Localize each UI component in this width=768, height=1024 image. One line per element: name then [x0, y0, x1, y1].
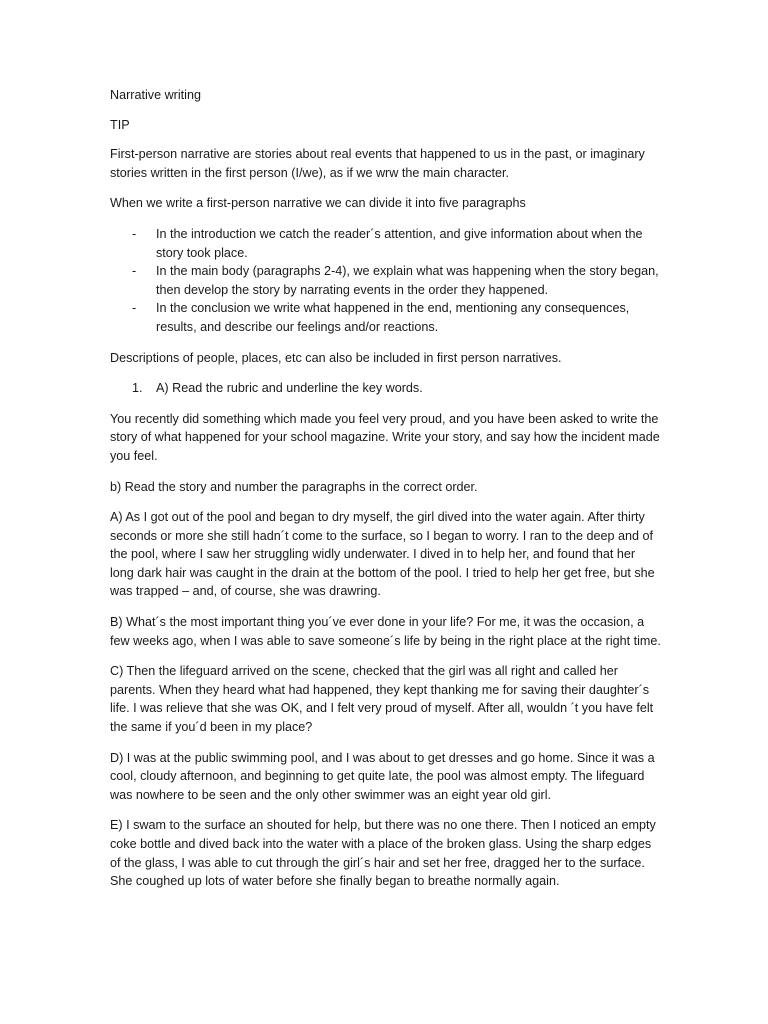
descriptions-note: Descriptions of people, places, etc can also be included in first person narratives.: [110, 350, 562, 365]
bullet-text-conclusion: In the conclusion we write what happened in the end, mentioning any consequences, results, and describe our feelings and/or reactions.: [156, 301, 630, 334]
story-paragraph-d: D) I was at the public swimming pool, and I was about to get dresses and go home. Since it was a cool, cloudy afternoon, and beginning to get quite late, the pool was almost empty. The lifeguard was nowhere to be seen and the only other swimmer was an eight year old girl.: [110, 750, 655, 802]
intro-paragraph: First-person narrative are stories about real events that happened to us in the past, or imaginary stories written in the first person (I/we), as if we wrw the main character.: [110, 147, 645, 180]
rubric-paragraph: You recently did something which made you feel very proud, and you have been asked to write the story of what happened for your school magazine. Write your story, and say how the incident made you feel.: [110, 411, 660, 463]
document-title: Narrative writing: [110, 88, 201, 102]
story-paragraph-e: E) I swam to the surface an shouted for help, but there was no one there. Then I noticed an empty coke bottle and dived back into the water with a place of the broken glass. Using the sharp edges of the glass, I was able to cut through the girl´s hair and set her free, dragged her to the surface. She coughed up lots of water before she finally began to breathe normally again.: [110, 818, 656, 889]
bullet-dash: -: [132, 226, 137, 241]
story-paragraph-b: B) What´s the most important thing you´ve ever done in your life? For me, it was the occasion, a few weeks ago, when I was able to save someone´s life by being in the right place at the right time.: [110, 615, 661, 648]
bullet-dash: -: [132, 264, 137, 279]
task-a-text: A) Read the rubric and underline the key words.: [156, 381, 423, 396]
tip-label: TIP: [110, 117, 130, 132]
paragraph-structure-list: [110, 225, 662, 337]
list-item: [110, 262, 662, 299]
story-paragraph-c: C) Then the lifeguard arrived on the scene, checked that the girl was all right and called her parents. When they heard what had happened, they kept thanking me for saving their daughter´s life. I was relieve that she was OK, and I felt very proud of myself. After all, wouldn ´t you have felt the same if you´d been in my place?: [110, 664, 654, 735]
bullet-text-main-body: In the main body (paragraphs 2-4), we explain what was happening when the story began, then develop the story by narrating events in the order they happened.: [156, 264, 659, 297]
task-number: 1.: [132, 381, 143, 396]
task-b: b) Read the story and number the paragraphs in the correct order.: [110, 479, 478, 494]
bullet-text-introduction: In the introduction we catch the reader´s attention, and give information about when the story took place.: [156, 226, 643, 260]
story-paragraph-a: A) As I got out of the pool and began to dry myself, the girl dived into the water again. After thirty seconds or more she still hadn´t come to the surface, so I began to worry. I ran to the deep and of the pool, where I saw her struggling widly underwater. I dived in to help her, and found that her long dark hair was caught in the drain at the bottom of the pool. I tried to help her get free, but she was trapped – and, of course, she was drawring.: [110, 510, 655, 599]
paragraph-structure-intro: When we write a first-person narrative we can divide it into five paragraphs: [110, 196, 526, 211]
bullet-dash: -: [132, 301, 137, 316]
task-a: [110, 379, 662, 398]
list-item: [110, 225, 662, 262]
document-page: [110, 86, 662, 903]
list-item: [110, 299, 662, 336]
